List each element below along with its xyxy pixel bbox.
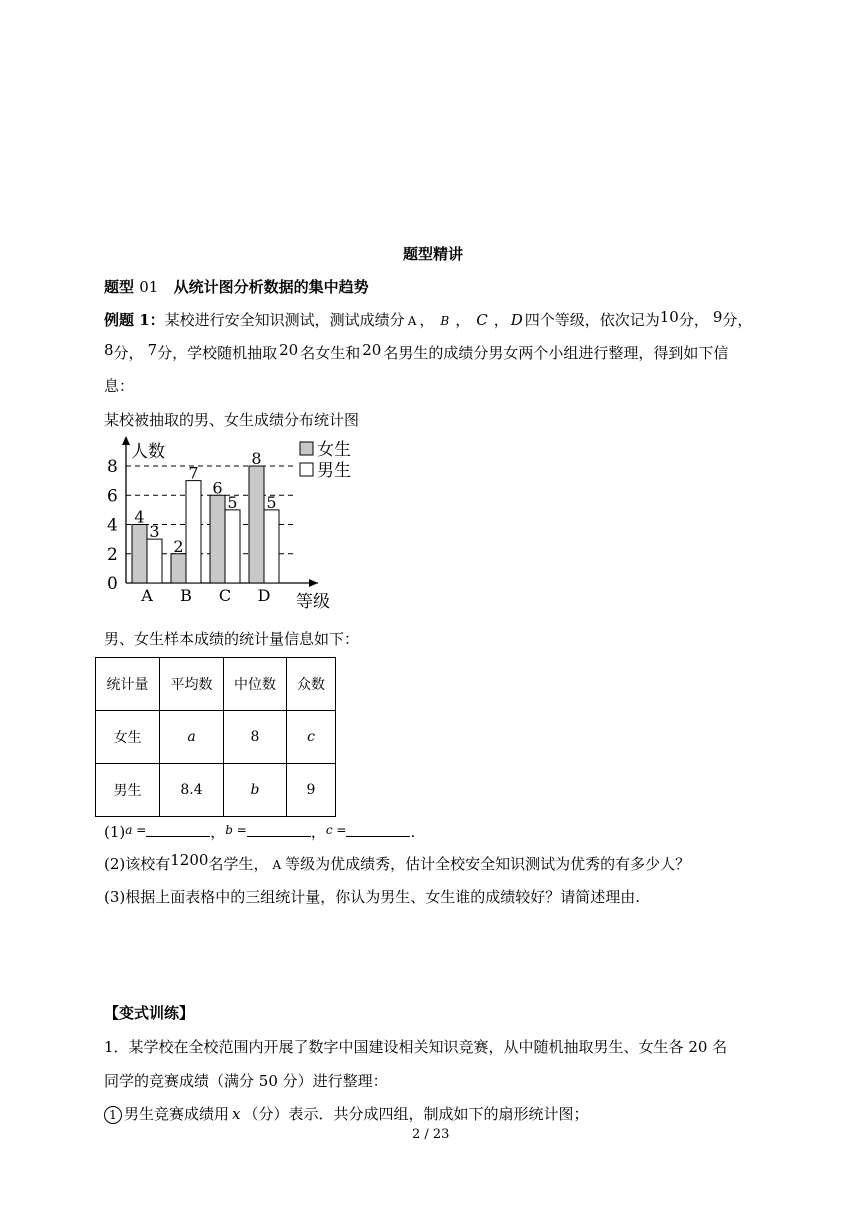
circled-number-text: 1: [109, 1108, 117, 1122]
legend-label: 男生: [317, 461, 351, 481]
num-10: 10: [659, 308, 679, 326]
text-span: 分，学校随机抽取: [157, 344, 278, 362]
table-cell: c: [287, 711, 336, 764]
text-span: 分，: [113, 344, 144, 362]
y-tick-label: 6: [107, 486, 118, 507]
bar-male: [186, 481, 201, 583]
question-1: [104, 822, 415, 843]
q1-prefix: (1): [104, 823, 126, 841]
text-span: .: [410, 823, 416, 841]
x-axis-arrow: [309, 579, 318, 587]
stats-table: [95, 657, 336, 817]
bar-male: [225, 510, 240, 583]
y-axis-arrow: [122, 436, 130, 445]
table-row: [96, 764, 336, 817]
bar-male: [147, 539, 162, 583]
data-label: 2: [173, 536, 184, 556]
text-span: 名男生的成绩分男女两个小组进行整理，得到如下信: [383, 344, 729, 362]
table-cell: 男生: [96, 764, 160, 817]
num-1200: 1200: [170, 851, 209, 869]
table-cell: 9: [287, 764, 336, 817]
text-span: 名学生，: [208, 855, 269, 873]
legend-swatch: [300, 442, 313, 455]
table-cell: 女生: [96, 711, 160, 764]
num-20-b: 20: [362, 341, 382, 359]
data-label: 5: [227, 492, 238, 512]
variant-1-line-2: 同学的竞赛成绩（满分 50 分）进行整理：: [104, 1072, 388, 1090]
table-cell: 8: [224, 711, 287, 764]
text-span: 等级为优成绩秀，估计全校安全知识测试为优秀的有多少人？: [285, 855, 691, 873]
table-header-cell: 平均数: [160, 658, 224, 711]
grade-a: A: [407, 314, 417, 328]
table-header-cell: 中位数: [224, 658, 287, 711]
data-label: 7: [188, 463, 199, 483]
bar-female: [171, 554, 186, 583]
text-span: ，: [210, 823, 226, 841]
table-row: [96, 711, 336, 764]
table-cell: 8.4: [160, 764, 224, 817]
x-tick-label: A: [141, 586, 153, 605]
page-number: 2 / 23: [412, 1127, 450, 1142]
example-line-3: 息：: [104, 377, 135, 395]
text-span: 分，: [722, 311, 753, 329]
example-line-1: 例题 1：某校进行安全知识测试，测试成绩分 A ， B ， C ， D 四个等级，依次记为10分， 9分，: [104, 308, 753, 329]
type-title: 从统计图分析数据的集中趋势: [173, 278, 369, 296]
question-2: [104, 851, 691, 875]
y-tick-label: 0: [107, 574, 118, 594]
bar-female: [210, 495, 225, 583]
type-label: 题型: [104, 278, 135, 296]
x-axis-label: 等级: [296, 592, 330, 612]
table-header-cell: 统计量: [96, 658, 160, 711]
grade-b: B: [440, 314, 450, 328]
y-tick-label: 2: [107, 544, 118, 565]
data-label: 5: [266, 492, 277, 512]
answer-blank-c[interactable]: [346, 822, 410, 837]
stats-intro: 男、女生样本成绩的统计量信息如下：: [104, 630, 360, 648]
var-x: x: [232, 1105, 241, 1123]
variant-heading: 【变式训练】: [104, 1004, 195, 1022]
num-20-a: 20: [279, 341, 299, 359]
x-tick-label: C: [218, 586, 232, 605]
q1-c-label: c =: [325, 823, 347, 837]
text-span: 分，: [678, 311, 709, 329]
grade-c: C: [476, 311, 488, 329]
legend-swatch: [300, 463, 313, 476]
data-label: 8: [251, 449, 262, 468]
bar-female: [249, 466, 264, 583]
type-num: 01: [139, 278, 159, 296]
q1-a-label: a =: [125, 823, 147, 837]
table-cell: a: [160, 711, 224, 764]
data-label: 6: [212, 478, 223, 498]
num-7: 7: [147, 341, 158, 359]
x-tick-label: B: [180, 586, 192, 605]
question-3: (3)根据上面表格中的三组统计量，你认为男生、女生谁的成绩较好？请简述理由.: [104, 888, 641, 906]
chart-caption: 某校被抽取的男、女生成绩分布统计图: [104, 411, 360, 429]
y-axis-label: 人数: [131, 442, 165, 462]
circled-number: [104, 1106, 122, 1124]
answer-blank-b[interactable]: [247, 822, 311, 837]
text-span: 四个等级，依次记为: [524, 311, 660, 329]
q1-b-label: b =: [225, 823, 247, 837]
data-label: 3: [149, 522, 160, 542]
grade-d: D: [510, 311, 523, 329]
grade-a: A: [272, 858, 282, 872]
table-cell: b: [224, 764, 287, 817]
variant-1-line-1: 1．某学校在全校范围内开展了数字中国建设相关知识竞赛，从中随机抽取男生、女生各 20 名: [104, 1038, 728, 1056]
text-span: 男生竞赛成绩用: [124, 1105, 230, 1123]
section-title: 题型精讲: [403, 245, 464, 263]
text-span: （分）表示．共分成四组，制成如下的扇形统计图；: [243, 1105, 589, 1123]
text-span: ，: [310, 823, 326, 841]
num-9: 9: [712, 308, 723, 326]
legend-label: 女生: [317, 440, 351, 460]
bar-female: [132, 525, 147, 584]
y-tick-label: 4: [107, 515, 118, 536]
answer-blank-a[interactable]: [146, 822, 210, 837]
text-span: 名女生和: [300, 344, 361, 362]
text-span: 某校进行安全知识测试，测试成绩分: [164, 311, 405, 329]
example-label: 例题 1：: [104, 311, 165, 329]
table-header-row: [96, 658, 336, 711]
bar-male: [264, 510, 279, 583]
y-tick-label: 8: [107, 457, 118, 477]
table-header-cell: 众数: [287, 658, 336, 711]
num-8: 8: [104, 341, 114, 359]
variant-1-line-3: [104, 1104, 589, 1124]
text-span: (2)该校有: [104, 855, 171, 873]
x-tick-label: D: [257, 586, 271, 605]
data-label: 4: [134, 507, 145, 527]
